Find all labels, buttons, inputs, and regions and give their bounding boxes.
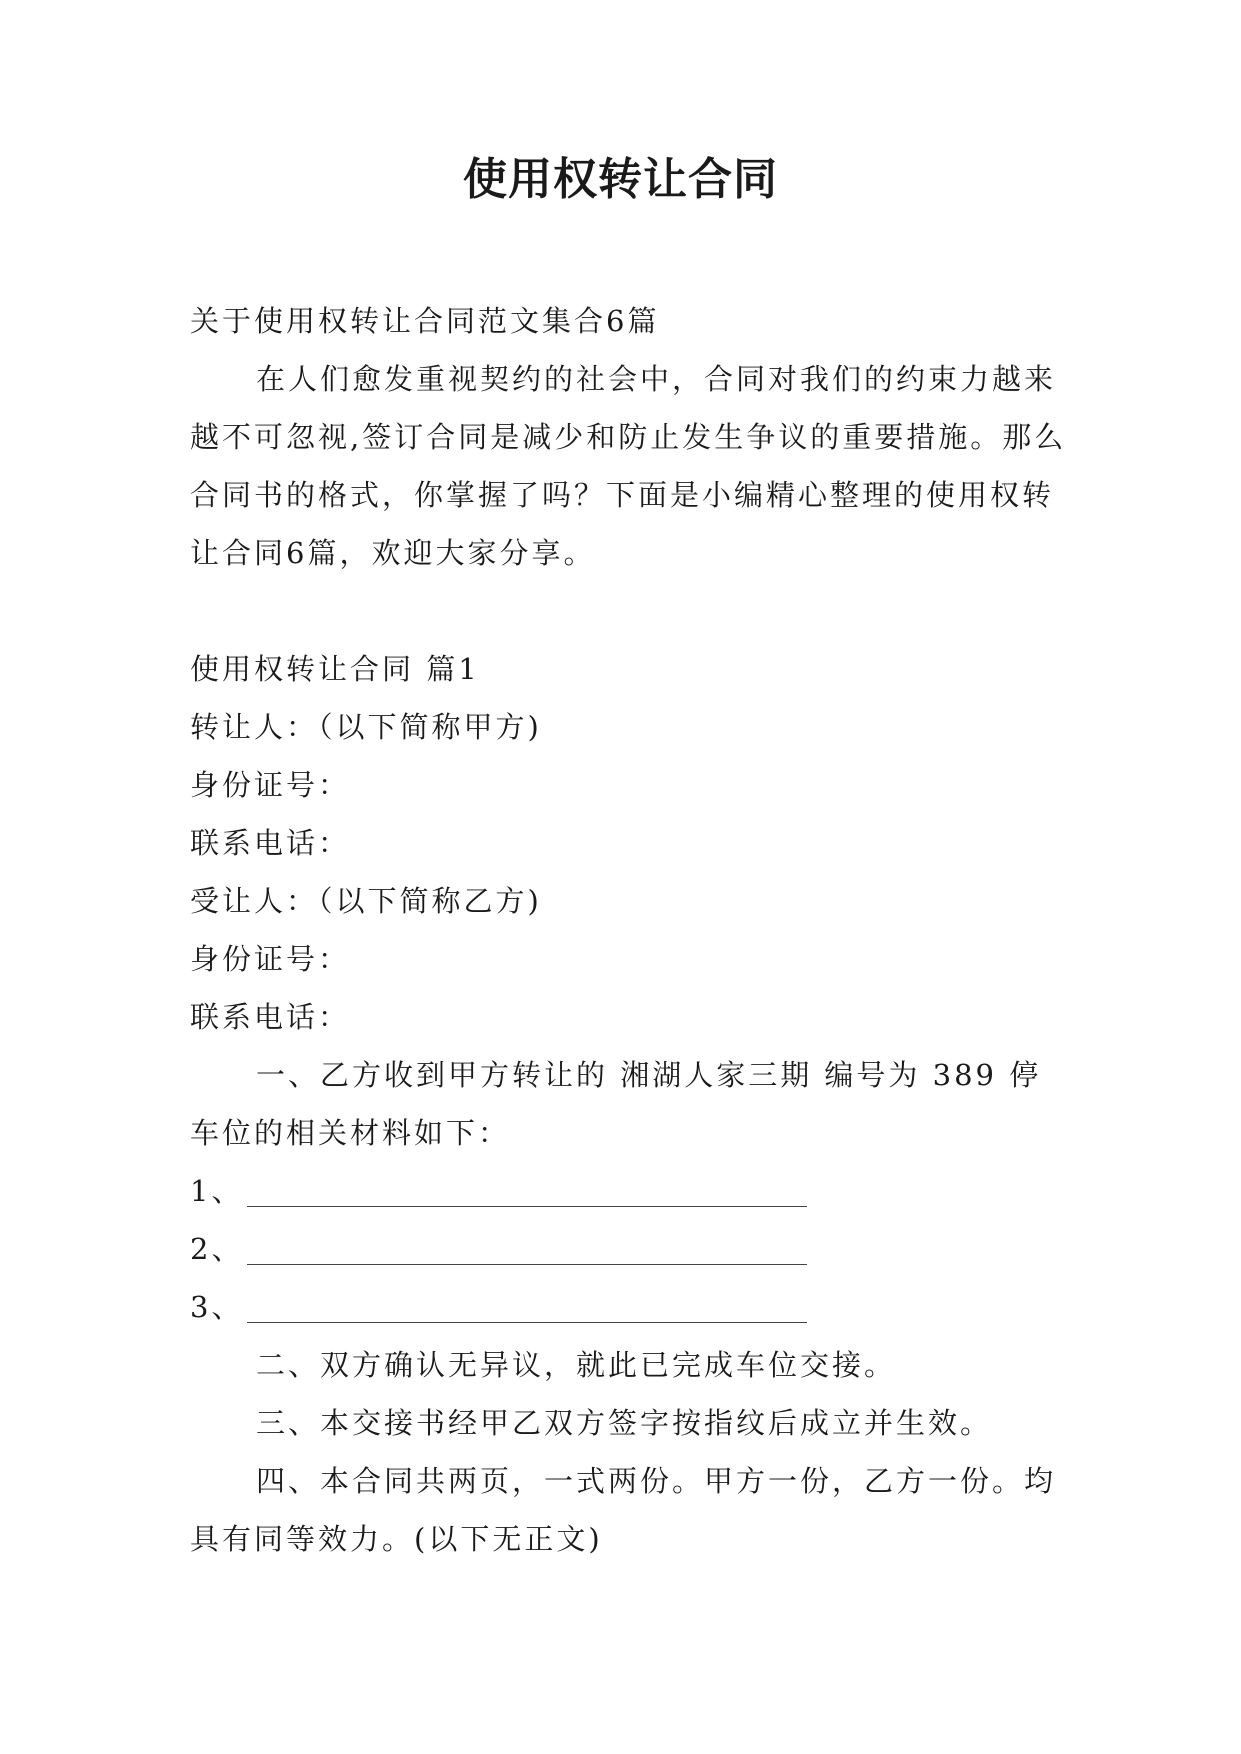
document-title: 使用权转让合同 xyxy=(463,154,778,205)
paragraph-gap xyxy=(190,582,1070,640)
item-number: 1、 xyxy=(190,1174,244,1208)
transferor-phone-field: 联系电话： xyxy=(190,826,351,860)
transferee-field: 受让人：（以下简称乙方) xyxy=(190,884,542,918)
clause-4: 四、本合同共两页，一式两份。甲方一份，乙方一份。均具有同等效力。(以下无正文) xyxy=(190,1464,1057,1556)
list-item xyxy=(190,1162,1070,1220)
transferee-phone-field: 联系电话： xyxy=(190,1000,351,1034)
document-body xyxy=(190,292,1070,1568)
intro-paragraph: 在人们愈发重视契约的社会中，合同对我们的约束力越来越不可忽视,签订合同是减少和防止发生争议的重要措施。那么合同书的格式，你掌握了吗？下面是小编精心整理的使用权转让合同6篇，欢迎大家分享。 xyxy=(190,362,1067,570)
blank-underline xyxy=(247,1170,807,1207)
item-number: 3、 xyxy=(190,1290,244,1324)
clause-2: 二、双方确认无异议，就此已完成车位交接。 xyxy=(256,1348,897,1382)
transferee-id-field: 身份证号： xyxy=(190,942,351,976)
document-subtitle: 关于使用权转让合同范文集合6篇 xyxy=(190,304,660,338)
blank-underline xyxy=(247,1286,807,1323)
transferor-id-field: 身份证号： xyxy=(190,768,351,802)
blank-underline xyxy=(247,1228,807,1265)
list-item xyxy=(190,1220,1070,1278)
transferor-field: 转让人：（以下简称甲方) xyxy=(190,710,542,744)
section-heading: 使用权转让合同 篇1 xyxy=(190,652,480,686)
clause-1: 一、乙方收到甲方转让的 湘湖人家三期 编号为 389 停车位的相关材料如下： xyxy=(190,1058,1042,1150)
list-item xyxy=(190,1278,1070,1336)
clause-3: 三、本交接书经甲乙双方签字按指纹后成立并生效。 xyxy=(256,1406,993,1440)
item-number: 2、 xyxy=(190,1232,244,1266)
